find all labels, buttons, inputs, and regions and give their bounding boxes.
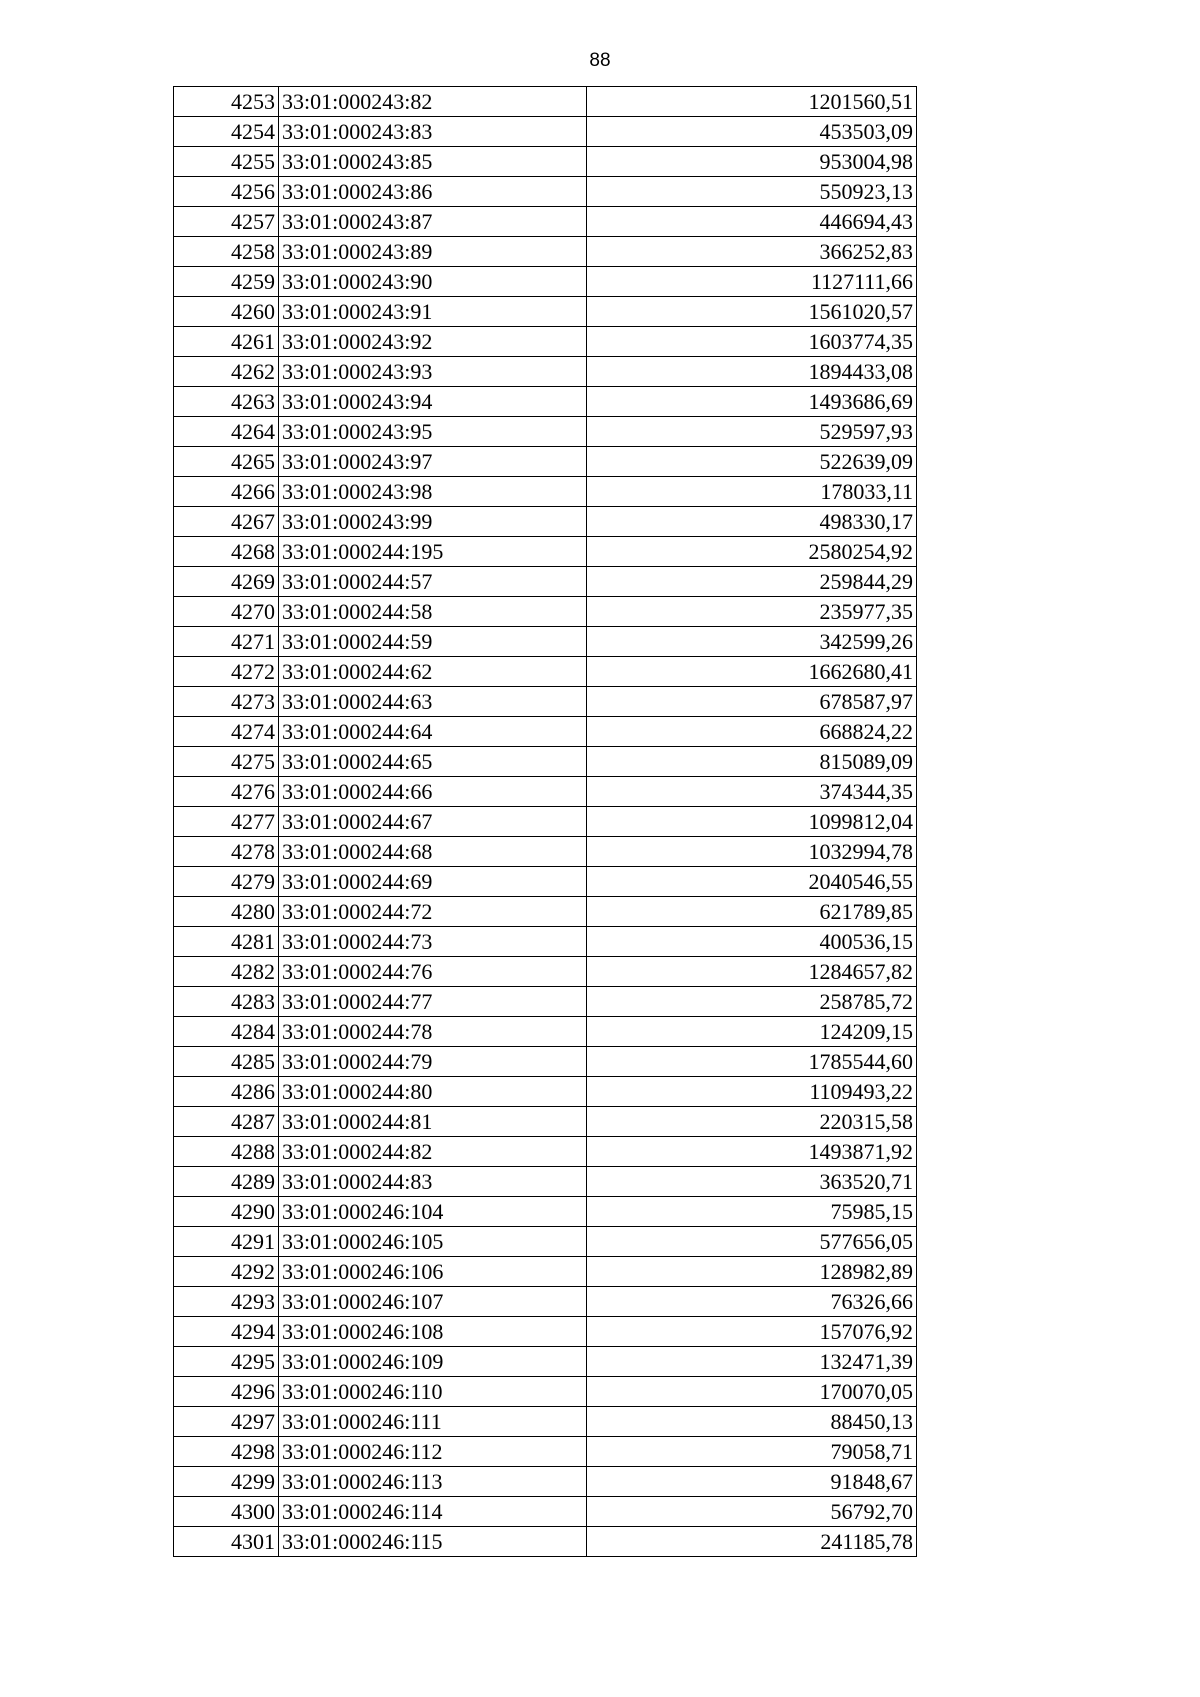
value-cell: 453503,09 (587, 117, 917, 147)
cadastral-number-cell: 33:01:000244:78 (279, 1017, 587, 1047)
table-row (174, 1317, 917, 1347)
table-row (174, 267, 917, 297)
table-body (174, 87, 917, 1557)
cadastral-number-cell: 33:01:000243:90 (279, 267, 587, 297)
row-number-cell: 4284 (174, 1017, 279, 1047)
cadastral-number-cell: 33:01:000243:99 (279, 507, 587, 537)
row-number-cell: 4288 (174, 1137, 279, 1167)
row-number-cell: 4257 (174, 207, 279, 237)
cadastral-number-cell: 33:01:000246:111 (279, 1407, 587, 1437)
cadastral-number-cell: 33:01:000246:104 (279, 1197, 587, 1227)
value-cell: 577656,05 (587, 1227, 917, 1257)
row-number-cell: 4264 (174, 417, 279, 447)
cadastral-number-cell: 33:01:000244:64 (279, 717, 587, 747)
value-cell: 953004,98 (587, 147, 917, 177)
cadastral-number-cell: 33:01:000243:97 (279, 447, 587, 477)
value-cell: 1493686,69 (587, 387, 917, 417)
row-number-cell: 4274 (174, 717, 279, 747)
cadastral-number-cell: 33:01:000244:77 (279, 987, 587, 1017)
table-row (174, 1437, 917, 1467)
cadastral-number-cell: 33:01:000246:108 (279, 1317, 587, 1347)
cadastral-number-cell: 33:01:000244:79 (279, 1047, 587, 1077)
cadastral-number-cell: 33:01:000243:93 (279, 357, 587, 387)
cadastral-number-cell: 33:01:000246:114 (279, 1497, 587, 1527)
table-row (174, 327, 917, 357)
value-cell: 1127111,66 (587, 267, 917, 297)
row-number-cell: 4262 (174, 357, 279, 387)
value-cell: 235977,35 (587, 597, 917, 627)
cadastral-number-cell: 33:01:000244:63 (279, 687, 587, 717)
value-cell: 550923,13 (587, 177, 917, 207)
row-number-cell: 4265 (174, 447, 279, 477)
row-number-cell: 4273 (174, 687, 279, 717)
value-cell: 1201560,51 (587, 87, 917, 117)
value-cell: 446694,43 (587, 207, 917, 237)
row-number-cell: 4254 (174, 117, 279, 147)
table-row (174, 597, 917, 627)
row-number-cell: 4272 (174, 657, 279, 687)
row-number-cell: 4278 (174, 837, 279, 867)
value-cell: 342599,26 (587, 627, 917, 657)
table-row (174, 87, 917, 117)
row-number-cell: 4269 (174, 567, 279, 597)
row-number-cell: 4289 (174, 1167, 279, 1197)
row-number-cell: 4268 (174, 537, 279, 567)
value-cell: 815089,09 (587, 747, 917, 777)
value-cell: 1109493,22 (587, 1077, 917, 1107)
value-cell: 668824,22 (587, 717, 917, 747)
cadastral-number-cell: 33:01:000246:105 (279, 1227, 587, 1257)
value-cell: 79058,71 (587, 1437, 917, 1467)
table-row (174, 1137, 917, 1167)
cadastral-number-cell: 33:01:000244:73 (279, 927, 587, 957)
value-cell: 678587,97 (587, 687, 917, 717)
row-number-cell: 4258 (174, 237, 279, 267)
cadastral-number-cell: 33:01:000246:115 (279, 1527, 587, 1557)
cadastral-number-cell: 33:01:000243:83 (279, 117, 587, 147)
table-row (174, 747, 917, 777)
table-row (174, 1047, 917, 1077)
cadastral-number-cell: 33:01:000246:109 (279, 1347, 587, 1377)
row-number-cell: 4285 (174, 1047, 279, 1077)
row-number-cell: 4255 (174, 147, 279, 177)
cadastral-number-cell: 33:01:000244:68 (279, 837, 587, 867)
cadastral-number-cell: 33:01:000244:83 (279, 1167, 587, 1197)
cadastral-number-cell: 33:01:000244:65 (279, 747, 587, 777)
table-row (174, 1347, 917, 1377)
table-row (174, 687, 917, 717)
row-number-cell: 4283 (174, 987, 279, 1017)
value-cell: 363520,71 (587, 1167, 917, 1197)
value-cell: 498330,17 (587, 507, 917, 537)
cadastral-number-cell: 33:01:000244:66 (279, 777, 587, 807)
table-row (174, 507, 917, 537)
table-row (174, 147, 917, 177)
value-cell: 2040546,55 (587, 867, 917, 897)
value-cell: 366252,83 (587, 237, 917, 267)
cadastral-number-cell: 33:01:000243:87 (279, 207, 587, 237)
table-row (174, 1227, 917, 1257)
value-cell: 178033,11 (587, 477, 917, 507)
cadastral-number-cell: 33:01:000246:107 (279, 1287, 587, 1317)
cadastral-number-cell: 33:01:000243:86 (279, 177, 587, 207)
cadastral-number-cell: 33:01:000243:94 (279, 387, 587, 417)
row-number-cell: 4256 (174, 177, 279, 207)
row-number-cell: 4281 (174, 927, 279, 957)
table-row (174, 837, 917, 867)
cadastral-number-cell: 33:01:000244:62 (279, 657, 587, 687)
cadastral-number-cell: 33:01:000243:85 (279, 147, 587, 177)
cadastral-number-cell: 33:01:000243:98 (279, 477, 587, 507)
value-cell: 75985,15 (587, 1197, 917, 1227)
cadastral-number-cell: 33:01:000243:89 (279, 237, 587, 267)
value-cell: 400536,15 (587, 927, 917, 957)
row-number-cell: 4298 (174, 1437, 279, 1467)
value-cell: 241185,78 (587, 1527, 917, 1557)
cadastral-number-cell: 33:01:000246:110 (279, 1377, 587, 1407)
row-number-cell: 4275 (174, 747, 279, 777)
row-number-cell: 4295 (174, 1347, 279, 1377)
table-row (174, 1197, 917, 1227)
cadastral-number-cell: 33:01:000243:92 (279, 327, 587, 357)
table-row (174, 867, 917, 897)
table-row (174, 357, 917, 387)
row-number-cell: 4296 (174, 1377, 279, 1407)
value-cell: 220315,58 (587, 1107, 917, 1137)
table-row (174, 567, 917, 597)
table-row (174, 1017, 917, 1047)
table-row (174, 477, 917, 507)
row-number-cell: 4287 (174, 1107, 279, 1137)
row-number-cell: 4290 (174, 1197, 279, 1227)
value-cell: 91848,67 (587, 1467, 917, 1497)
row-number-cell: 4259 (174, 267, 279, 297)
table-row (174, 1467, 917, 1497)
value-cell: 374344,35 (587, 777, 917, 807)
table-row (174, 1257, 917, 1287)
cadastral-number-cell: 33:01:000244:82 (279, 1137, 587, 1167)
cadastral-number-cell: 33:01:000243:95 (279, 417, 587, 447)
row-number-cell: 4301 (174, 1527, 279, 1557)
table-container (173, 86, 916, 1557)
row-number-cell: 4286 (174, 1077, 279, 1107)
value-cell: 2580254,92 (587, 537, 917, 567)
table-row (174, 537, 917, 567)
cadastral-number-cell: 33:01:000246:113 (279, 1467, 587, 1497)
cadastral-number-cell: 33:01:000244:57 (279, 567, 587, 597)
row-number-cell: 4282 (174, 957, 279, 987)
table-row (174, 1107, 917, 1137)
row-number-cell: 4266 (174, 477, 279, 507)
row-number-cell: 4263 (174, 387, 279, 417)
table-row (174, 777, 917, 807)
table-row (174, 417, 917, 447)
row-number-cell: 4294 (174, 1317, 279, 1347)
table-row (174, 207, 917, 237)
table-row (174, 1407, 917, 1437)
row-number-cell: 4267 (174, 507, 279, 537)
table-row (174, 237, 917, 267)
cadastral-number-cell: 33:01:000244:59 (279, 627, 587, 657)
value-cell: 88450,13 (587, 1407, 917, 1437)
row-number-cell: 4279 (174, 867, 279, 897)
value-cell: 128982,89 (587, 1257, 917, 1287)
value-cell: 1785544,60 (587, 1047, 917, 1077)
table-row (174, 1077, 917, 1107)
value-cell: 1662680,41 (587, 657, 917, 687)
row-number-cell: 4280 (174, 897, 279, 927)
table-row (174, 1527, 917, 1557)
value-cell: 132471,39 (587, 1347, 917, 1377)
table-row (174, 1377, 917, 1407)
value-cell: 529597,93 (587, 417, 917, 447)
table-row (174, 177, 917, 207)
value-cell: 1561020,57 (587, 297, 917, 327)
value-cell: 1493871,92 (587, 1137, 917, 1167)
value-cell: 1894433,08 (587, 357, 917, 387)
table-row (174, 897, 917, 927)
value-cell: 1603774,35 (587, 327, 917, 357)
table-row (174, 957, 917, 987)
row-number-cell: 4292 (174, 1257, 279, 1287)
data-table (173, 86, 917, 1557)
cadastral-number-cell: 33:01:000244:72 (279, 897, 587, 927)
cadastral-number-cell: 33:01:000244:67 (279, 807, 587, 837)
row-number-cell: 4276 (174, 777, 279, 807)
table-row (174, 807, 917, 837)
value-cell: 522639,09 (587, 447, 917, 477)
table-row (174, 627, 917, 657)
value-cell: 621789,85 (587, 897, 917, 927)
row-number-cell: 4271 (174, 627, 279, 657)
table-row (174, 987, 917, 1017)
row-number-cell: 4291 (174, 1227, 279, 1257)
value-cell: 76326,66 (587, 1287, 917, 1317)
value-cell: 1284657,82 (587, 957, 917, 987)
cadastral-number-cell: 33:01:000244:195 (279, 537, 587, 567)
cadastral-number-cell: 33:01:000244:69 (279, 867, 587, 897)
row-number-cell: 4260 (174, 297, 279, 327)
table-row (174, 117, 917, 147)
table-row (174, 1167, 917, 1197)
row-number-cell: 4277 (174, 807, 279, 837)
row-number-cell: 4297 (174, 1407, 279, 1437)
value-cell: 1099812,04 (587, 807, 917, 837)
table-row (174, 657, 917, 687)
row-number-cell: 4300 (174, 1497, 279, 1527)
table-row (174, 717, 917, 747)
cadastral-number-cell: 33:01:000244:81 (279, 1107, 587, 1137)
table-row (174, 297, 917, 327)
value-cell: 259844,29 (587, 567, 917, 597)
page-number: 88 (589, 50, 611, 71)
cadastral-number-cell: 33:01:000244:58 (279, 597, 587, 627)
table-row (174, 387, 917, 417)
row-number-cell: 4270 (174, 597, 279, 627)
table-row (174, 1287, 917, 1317)
row-number-cell: 4261 (174, 327, 279, 357)
cadastral-number-cell: 33:01:000244:76 (279, 957, 587, 987)
value-cell: 157076,92 (587, 1317, 917, 1347)
cadastral-number-cell: 33:01:000246:106 (279, 1257, 587, 1287)
table-row (174, 1497, 917, 1527)
cadastral-number-cell: 33:01:000243:91 (279, 297, 587, 327)
row-number-cell: 4253 (174, 87, 279, 117)
cadastral-number-cell: 33:01:000244:80 (279, 1077, 587, 1107)
cadastral-number-cell: 33:01:000243:82 (279, 87, 587, 117)
value-cell: 124209,15 (587, 1017, 917, 1047)
table-row (174, 927, 917, 957)
value-cell: 1032994,78 (587, 837, 917, 867)
table-row (174, 447, 917, 477)
value-cell: 56792,70 (587, 1497, 917, 1527)
row-number-cell: 4299 (174, 1467, 279, 1497)
value-cell: 258785,72 (587, 987, 917, 1017)
row-number-cell: 4293 (174, 1287, 279, 1317)
cadastral-number-cell: 33:01:000246:112 (279, 1437, 587, 1467)
value-cell: 170070,05 (587, 1377, 917, 1407)
